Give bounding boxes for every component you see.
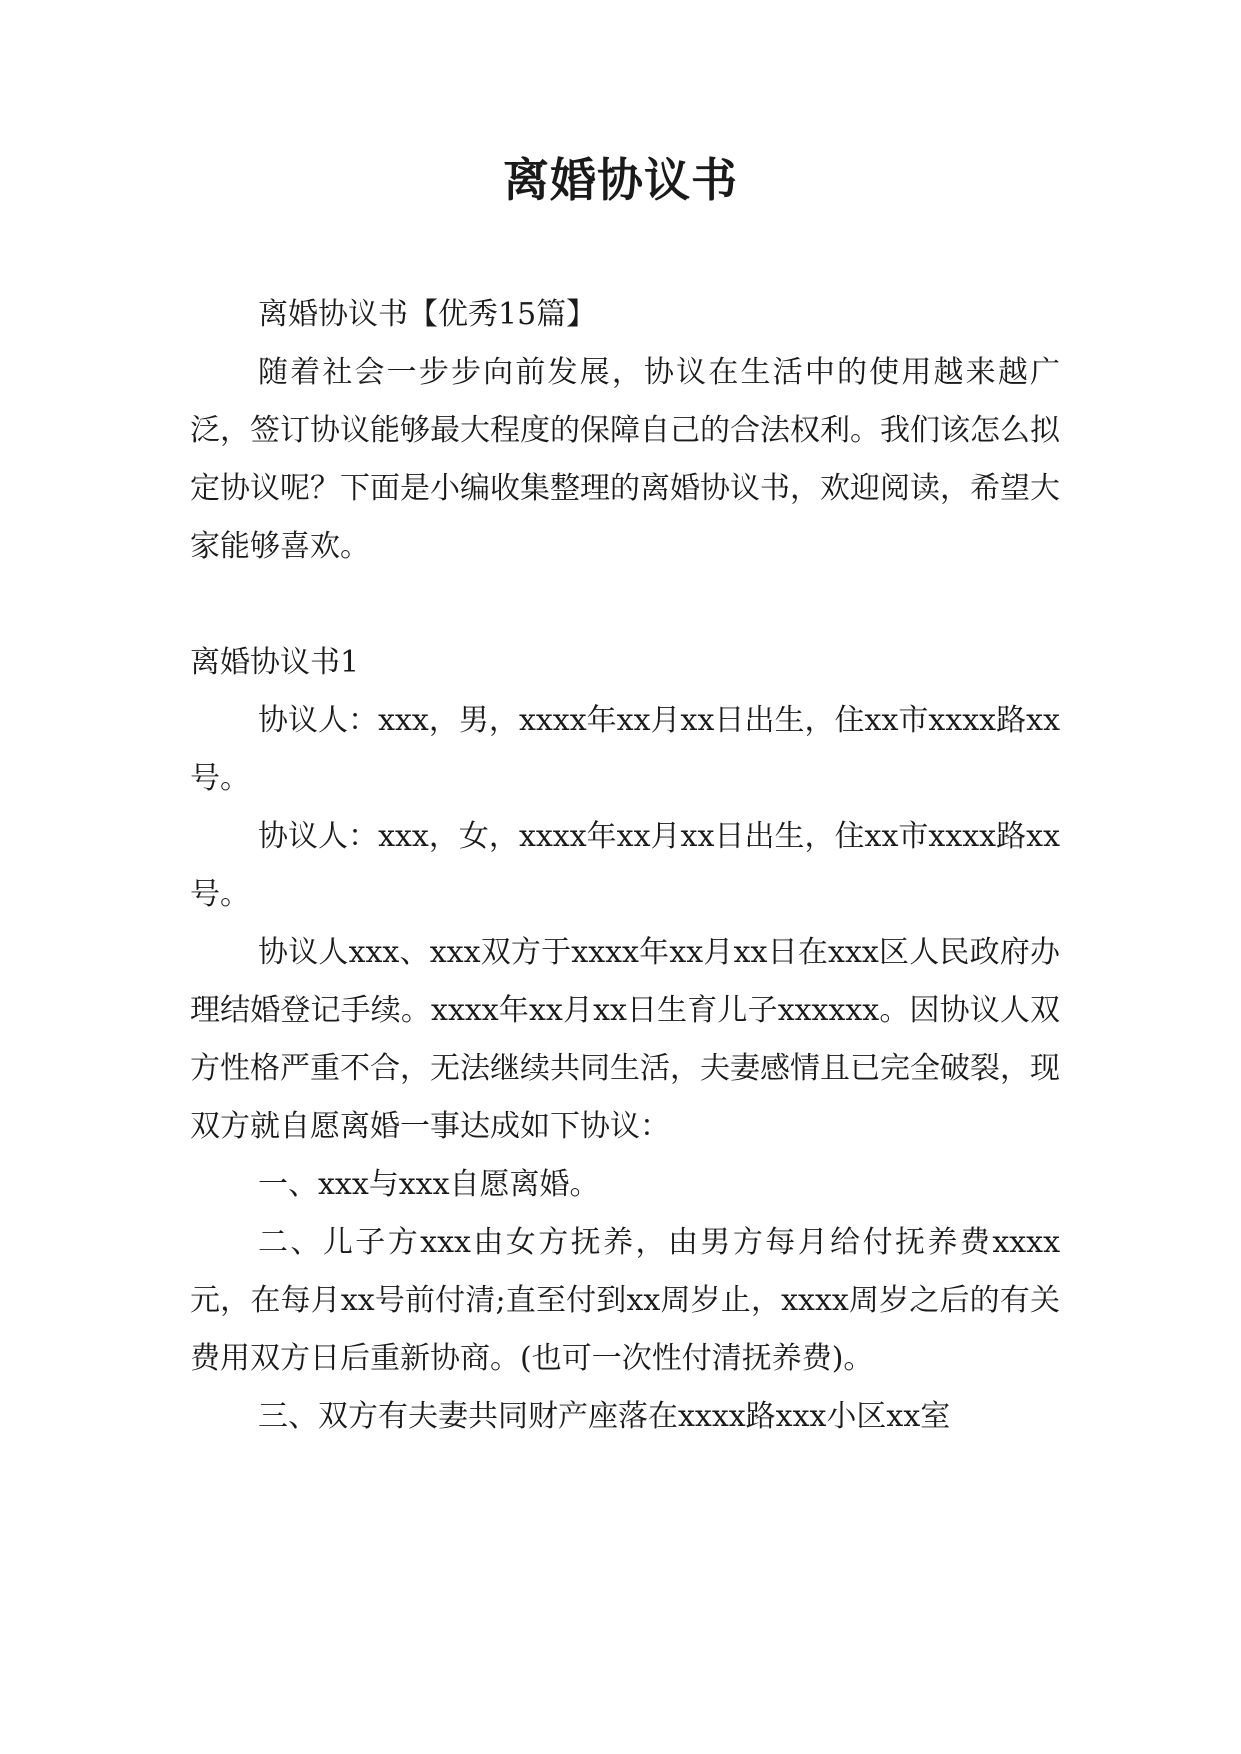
document-subtitle: 离婚协议书【优秀15篇】: [258, 297, 597, 332]
clause-2-paragraph: 二、儿子方xxx由女方抚养，由男方每月给付抚养费xxxx元，在每月xx号前付清;直至付到xx周岁止，xxxx周岁之后的有关费用双方日后重新协商。(也可一次性付清抚养费)。: [190, 1225, 1060, 1376]
intro-paragraph: 随着社会一步步向前发展，协议在生活中的使用越来越广泛，签订协议能够最大程度的保障自己的合法权利。我们该怎么拟定协议呢？下面是小编收集整理的离婚协议书，欢迎阅读，希望大家能够喜欢。: [190, 355, 1060, 564]
clause-1-paragraph: 一、xxx与xxx自愿离婚。: [258, 1167, 600, 1202]
section-heading: 离婚协议书1: [190, 645, 360, 680]
document-body: [190, 286, 1060, 1446]
clause-3-paragraph: 三、双方有夫妻共同财产座落在xxxx路xxx小区xx室: [258, 1399, 951, 1434]
party-female-paragraph: 协议人：xxx，女，xxxx年xx月xx日出生，住xx市xxxx路xx号。: [190, 819, 1060, 912]
party-male-paragraph: 协议人：xxx，男，xxxx年xx月xx日出生，住xx市xxxx路xx号。: [190, 703, 1060, 796]
marriage-background-paragraph: 协议人xxx、xxx双方于xxxx年xx月xx日在xxx区人民政府办理结婚登记手续。xxxx年xx月xx日生育儿子xxxxxx。因协议人双方性格严重不合，无法继续共同生活，夫妻感情且已完全破裂，现双方就自愿离婚一事达成如下协议：: [190, 935, 1060, 1144]
document-title: 离婚协议书: [503, 153, 738, 207]
